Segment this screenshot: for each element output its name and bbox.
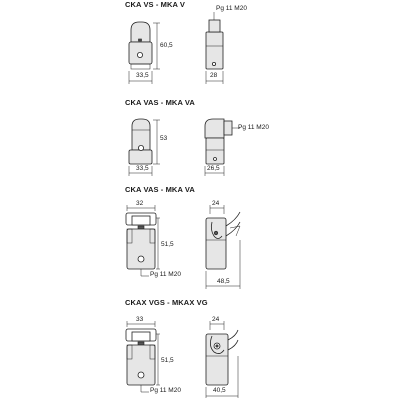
dim-side-width-2: 26,5 (207, 165, 220, 172)
front-view-2 (129, 119, 152, 164)
section-title-2: CKA VAS - MKA VA (125, 98, 195, 107)
front-view-4 (126, 329, 156, 392)
dim-thread-2: Pg 11 M20 (238, 124, 269, 131)
dim-side-top-3: 24 (212, 200, 220, 207)
dim-height-1: 60,5 (160, 42, 173, 49)
dim-width-2: 33,5 (136, 165, 149, 172)
dim-height-3: 51,5 (161, 241, 174, 248)
dim-top-width-4: 33 (136, 316, 144, 323)
dim-side-width-3: 48,5 (217, 278, 230, 285)
dim-side-width-4: 40,5 (213, 387, 226, 394)
dim-thread-3: Pg 11 M20 (150, 271, 181, 278)
dim-top-width-3: 32 (136, 200, 144, 207)
front-view-1 (129, 22, 152, 69)
side-view-3 (206, 205, 240, 289)
dim-height-2: 53 (160, 135, 168, 142)
section-title-1: CKA VS - MKA V (125, 0, 186, 9)
dim-thread-4: Pg 11 M20 (150, 387, 181, 394)
section-title-3: CKA VAS - MKA VA (125, 185, 195, 194)
dim-side-top-4: 24 (212, 316, 220, 323)
dim-height-4: 51,5 (161, 357, 174, 364)
section-title-4: CKAX VGS - MKAX VG (125, 298, 208, 307)
dim-thread-1: Pg 11 M20 (216, 5, 247, 12)
dim-width-1: 33,5 (136, 72, 149, 79)
dim-side-width-1: 28 (210, 72, 218, 79)
front-view-3 (126, 213, 156, 276)
